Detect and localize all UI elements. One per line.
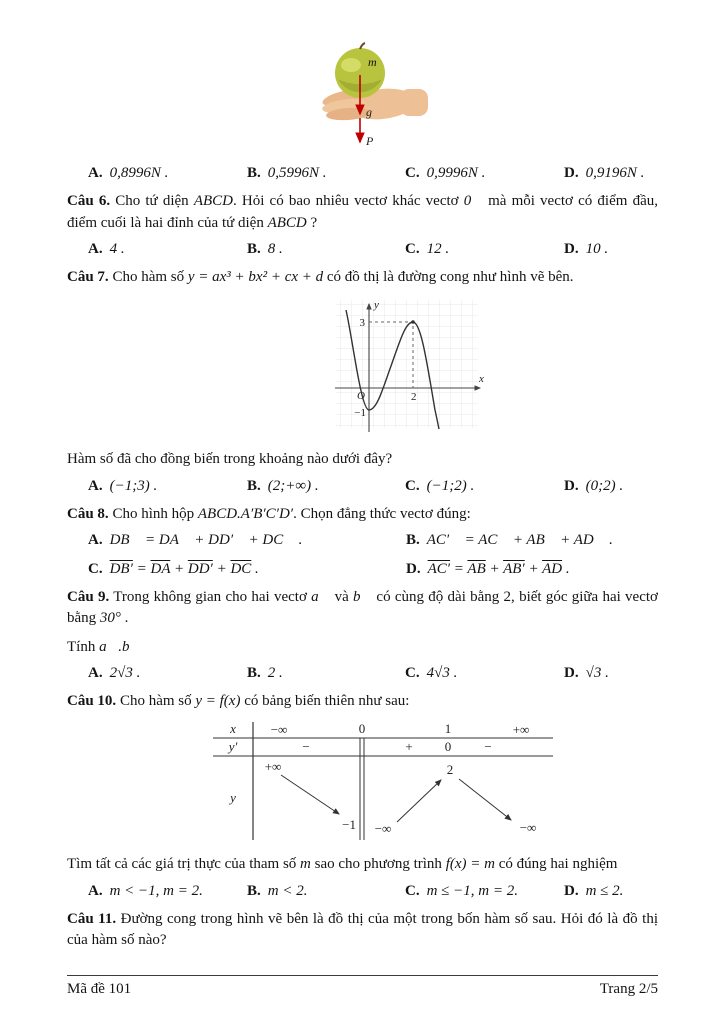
option-letter: D.: [564, 477, 579, 494]
option-value: 0,8996N .: [109, 165, 169, 181]
text-run: Cho hàm số: [108, 269, 188, 286]
math-run: +: [170, 560, 188, 577]
apple-figure-svg: [298, 42, 428, 150]
text-run: Cho tứ diện: [110, 193, 194, 210]
option-value: m ≤ −1, m = 2.: [426, 882, 518, 899]
option-a: [88, 163, 247, 184]
local-max-point: [411, 321, 415, 325]
sign-minus-2: −: [484, 739, 492, 755]
sign-minus-1: −: [302, 739, 310, 755]
vector-overline: DD′: [187, 560, 213, 577]
option-a: [88, 239, 247, 260]
option-a: [88, 663, 247, 684]
option-d: [406, 559, 658, 580]
vector-overline: $\overline{DA}$: [150, 560, 171, 577]
option-d: [564, 881, 658, 902]
vector-overline: $\overline{AD}$: [542, 560, 563, 577]
question8-answers-row1: [67, 530, 658, 551]
vector-overline: $\overline{AB}$: [467, 560, 486, 577]
option-b: [247, 239, 405, 260]
vector-overline: AB′: [503, 560, 525, 577]
option-c: [405, 476, 564, 497]
math-run: =: [132, 560, 151, 577]
option-b: [247, 476, 405, 497]
option-value: AC′⃗ = AC⃗ + AB⃗ + AD⃗ .: [426, 532, 613, 549]
arrow-increasing: [397, 780, 441, 822]
option-letter: D.: [564, 882, 579, 899]
y-pos-infinity-left: +∞: [264, 759, 282, 775]
text-run: . Chọn đẳng thức vectơ đúng:: [293, 506, 471, 523]
figure-apple: [298, 42, 428, 155]
figure-cubic-graph: [329, 293, 658, 442]
option-value: 8 .: [267, 240, 283, 257]
option-letter: C.: [405, 664, 420, 681]
option-letter: A.: [88, 165, 103, 181]
option-letter: C.: [405, 165, 420, 181]
x-axis-label: x: [479, 373, 484, 386]
arrow-decreasing-1: [281, 775, 339, 814]
option-c: [88, 559, 406, 580]
option-value: (−1;3) .: [109, 477, 158, 494]
option-value: m < −1, m = 2.: [109, 882, 203, 899]
text-run: ?: [306, 214, 318, 231]
math-run: m: [300, 856, 311, 873]
question-7-prompt: [67, 449, 658, 470]
text-run: .: [120, 610, 129, 627]
question-10-prompt: [67, 854, 658, 875]
sign-zero: 0: [444, 739, 452, 755]
text-run: Cho hàm số: [116, 693, 196, 710]
cubic-graph-svg: [329, 293, 489, 437]
text-run: sao cho phương trình: [310, 856, 446, 873]
text-run: Đường cong trong hình vẽ bên là đồ thị của một trong bốn hàm số sau. Hỏi đó là đồ thị của hàm số nào?: [67, 911, 658, 949]
question8-answers-row2: [67, 559, 658, 580]
option-value: [110, 561, 259, 577]
option-c: [405, 663, 564, 684]
text-run: có đúng hai nghiệm: [494, 856, 618, 873]
option-value: m < 2.: [267, 882, 308, 899]
option-b: [247, 881, 405, 902]
x-zero: 0: [358, 721, 366, 737]
option-letter: C.: [405, 240, 420, 257]
text-run: có đồ thị là đường cong như hình vẽ bên.: [323, 269, 574, 286]
option-value: 10 .: [585, 240, 609, 257]
option-b: [247, 163, 405, 184]
text-run: Trong không gian cho hai vectơ: [109, 588, 312, 605]
option-letter: A.: [88, 882, 103, 899]
option-letter: D.: [564, 664, 579, 681]
x-neg-infinity: −∞: [270, 722, 288, 738]
option-value: (0;2) .: [585, 477, 624, 494]
text-run: . Hỏi có bao nhiêu vectơ khác vectơ: [233, 193, 464, 210]
option-value: 0,9196N .: [585, 165, 645, 181]
option-value: √3 .: [585, 664, 609, 681]
option-d: [564, 663, 658, 684]
text-run: Tìm tất cả các giá trị thực của tham số: [67, 856, 301, 873]
question-11-text: [67, 909, 658, 952]
option-letter: B.: [406, 532, 420, 549]
question-10-text: [67, 691, 658, 712]
text-run: và: [330, 588, 353, 605]
option-a: [88, 881, 247, 902]
option-value: (2;+∞) .: [267, 477, 319, 494]
vector-overline: $\overline{DC}$: [230, 560, 252, 577]
y-axis-label: y: [374, 299, 379, 312]
question5-answers: [67, 163, 658, 184]
y-neg-infinity-mid: −∞: [374, 821, 392, 837]
y-tick-3: 3: [359, 317, 365, 330]
text-run: Hàm số đã cho đồng biến trong khoảng nào dưới đây?: [67, 451, 393, 468]
x-one: 1: [444, 721, 452, 737]
math-run: +: [212, 560, 231, 577]
option-d: [564, 163, 658, 184]
x-tick-2: 2: [411, 391, 417, 404]
figure-variation-table: [213, 720, 658, 847]
option-d: [564, 239, 658, 260]
text-run: có bảng biến thiên như sau:: [240, 693, 410, 710]
option-value: 2 .: [267, 664, 283, 681]
option-b: [247, 663, 405, 684]
math-run: a⃗.b⃗: [99, 638, 142, 655]
apple-stem: [360, 43, 365, 49]
p-vector-label: P⃗: [365, 134, 383, 148]
math-run: ABCD.A′B′C′D′: [197, 506, 294, 523]
option-letter: D.: [564, 240, 579, 257]
math-run: b⃗: [353, 588, 373, 605]
option-letter: B.: [247, 477, 261, 494]
option-value: m ≤ 2.: [585, 882, 624, 899]
option-letter: D.: [406, 560, 421, 577]
option-letter: B.: [247, 165, 261, 181]
math-run: .: [562, 560, 570, 577]
row-y-label: y: [230, 790, 236, 806]
option-c: [405, 239, 564, 260]
math-run: y = ax³ + bx² + cx + d: [187, 269, 324, 286]
option-c: [405, 881, 564, 902]
option-b: [406, 530, 658, 551]
option-value: DB⃗ = DA⃗ + DD′⃗ + DC⃗ .: [109, 532, 303, 549]
math-run: .: [251, 560, 259, 577]
option-value: (−1;2) .: [426, 477, 475, 494]
option-letter: C.: [405, 477, 420, 494]
option-letter: B.: [247, 882, 261, 899]
origin-label: O: [357, 390, 365, 403]
math-run: f(x) = m: [445, 856, 495, 873]
question-label: Câu 6.: [67, 193, 111, 210]
option-value: 12 .: [426, 240, 450, 257]
option-value: [428, 561, 570, 577]
mass-label: m: [367, 55, 377, 69]
y-minus-one: −1: [342, 817, 356, 833]
g-vector-label: g⃗: [365, 105, 381, 119]
footer-exam-code: Mã đề 101: [67, 981, 132, 997]
row-x-label: x: [230, 721, 236, 737]
y-neg-infinity-right: −∞: [519, 820, 537, 836]
math-run: ABCD: [267, 214, 307, 231]
math-run: ABCD: [193, 193, 233, 210]
text-run: mà mỗi vectơ có điểm đầu, điểm cuối là hai đỉnh của tứ diện: [67, 193, 658, 231]
math-run: 30°: [99, 610, 121, 627]
option-a: [88, 476, 247, 497]
question-label: Câu 9.: [67, 588, 110, 605]
text-run: Cho hình hộp: [108, 506, 198, 523]
text-run: Tính: [67, 638, 100, 655]
question-6-text: [67, 191, 658, 234]
y-tick-minus1: −1: [354, 407, 366, 420]
option-value: 2√3 .: [109, 664, 141, 681]
option-a: [88, 530, 406, 551]
y-two: 2: [446, 762, 454, 778]
page-footer: [67, 975, 658, 998]
math-run: 0⃗: [463, 193, 483, 210]
question-label: Câu 10.: [67, 693, 117, 710]
question-label: Câu 8.: [67, 506, 109, 523]
question-7-text: [67, 267, 658, 288]
math-run: +: [485, 560, 504, 577]
option-letter: B.: [247, 240, 261, 257]
math-run: =: [450, 560, 468, 577]
arrow-decreasing-2: [459, 779, 511, 820]
question-label: Câu 7.: [67, 269, 109, 286]
question7-answers: [67, 476, 658, 497]
row-yprime-label: y′: [228, 739, 238, 755]
vector-overline: AC′: [427, 560, 451, 577]
option-letter: B.: [247, 664, 261, 681]
sign-plus: +: [405, 739, 413, 755]
question6-answers: [67, 239, 658, 260]
question-label: Câu 11.: [67, 911, 117, 928]
option-value: 0,5996N .: [267, 165, 327, 181]
math-run: y = f(x): [195, 693, 241, 710]
question-8-text: [67, 504, 658, 525]
option-value: 0,9996N .: [426, 165, 486, 181]
footer-page-number: Trang 2/5: [599, 981, 658, 997]
option-letter: A.: [88, 532, 103, 549]
question10-answers: [67, 881, 658, 902]
question-9-text: [67, 587, 658, 630]
option-letter: C.: [88, 560, 103, 577]
option-letter: A.: [88, 477, 103, 494]
option-value: 4√3 .: [426, 664, 458, 681]
math-run: +: [524, 560, 543, 577]
x-pos-infinity: +∞: [512, 722, 530, 738]
option-c: [405, 163, 564, 184]
option-value: 4 .: [109, 240, 125, 257]
vector-overline: DB′: [109, 560, 133, 577]
option-letter: D.: [564, 165, 579, 181]
variation-table-svg: [213, 720, 553, 842]
question9-answers: [67, 663, 658, 684]
option-letter: A.: [88, 240, 103, 257]
math-run: a⃗: [311, 588, 331, 605]
option-d: [564, 476, 658, 497]
option-letter: A.: [88, 664, 103, 681]
option-letter: C.: [405, 882, 420, 899]
question-9-compute: [67, 637, 658, 658]
text-run: có cùng độ dài bằng 2, biết góc giữa hai vectơ bằng: [67, 588, 658, 627]
